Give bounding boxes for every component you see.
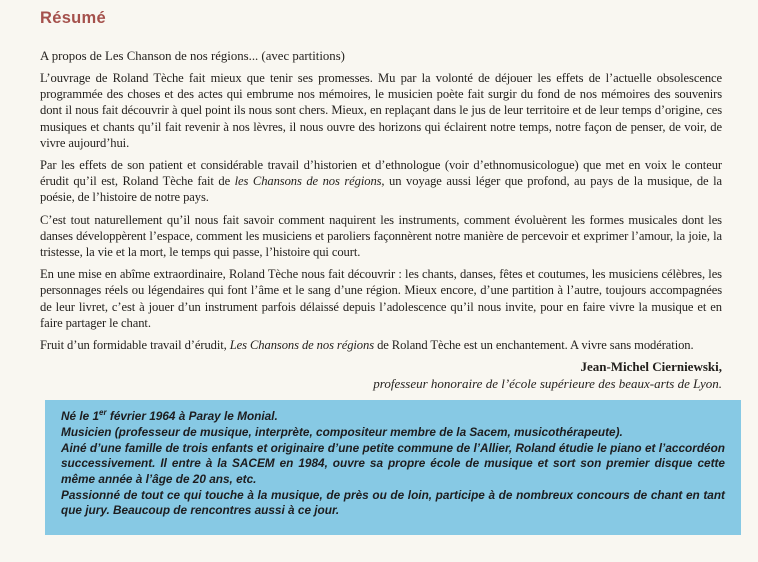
biography-box [45,400,741,535]
body-paragraph-1: L’ouvrage de Roland Tèche fait mieux que tenir ses promesses. Mu par la volonté de déjouer les effets de l’actuelle obsolescence programmée des choses et des actes qui embrume nos mémoires, le musicien poète fait surgir du fond de nos mémoires des souvenirs dont il nous fait découvrir à quel point ils nous sont chers. Mieux, en replaçant dans le jus de leur territoire et de leur temps d’origine, ces musiques et chants qu’il fait revenir à nos lèvres, il nous ouvre des horizons qui éclairent notre temps, notre façon de penser, de voir, de vivre aujourd’hui. [40,71,722,150]
book-title: les Chansons de nos régions, [234,174,385,189]
book-title: Les Chansons de nos régions [229,338,375,353]
body-paragraph-2 [40,157,722,206]
paragraph-text: Fruit d’un formidable travail d’érudit, [40,338,230,353]
body-paragraph-4: En une mise en abîme extraordinaire, Roland Tèche nous fait découvrir : les chants, danses, fêtes et coutumes, les musiciens célèbres, les personnages réels ou légendaires qui font l’âme et le sang d’une région. Mieux encore, d’une partition à l’autre, toujours accompagnées de leur livret, c’est à jouer d’un instrument parfois délaissé depuis l’adolescence qu’il nous invite, pour en faire vivre la musique et en faire partager le chant. [40,267,722,330]
paragraph-text: un voyage aussi léger que profond, au pays de la musique, de la poésie, de l’histoire de notre pays. [40,174,722,205]
bio-text: Né le 1 [61,409,100,424]
body-paragraph-3: C’est tout naturellement qu’il nous fait savoir comment naquirent les instruments, comment évoluèrent les formes musicales dont les danses développèrent l’espace, comment les musiciens et paroliers façonnèrent notre manière de percevoir et exprimer l’amour, la joie, la tristesse, la vie et la mort, le temps qui passe, l’histoire qui court. [40,212,722,260]
bio-text: février 1964 à Paray le Monial. [106,409,278,424]
ordinal-superscript: er [99,408,107,418]
page-title: Résumé [40,9,106,27]
signature-block [40,359,722,392]
bio-line-profession: Musicien (professeur de musique, interprète, compositeur membre de la Sacem, musicothérapeute). [61,424,623,439]
signature-name: Jean-Michel Cierniewski, [580,359,722,375]
paragraph-text: Par les effets de son patient et considérable travail d’historien et d’ethnologue (voir d’ethnomusicologue) que met en voix le conteur érudit qu’il est, Roland Tèche fait de [40,158,722,189]
intro-line: A propos de Les Chanson de nos régions... (avec partitions) [40,49,345,63]
body-paragraph-5 [40,337,722,353]
signature-role: professeur honoraire de l’école supérieure des beaux-arts de Lyon. [373,375,722,391]
bio-line-passion: Passionné de tout ce qui touche à la musique, de près ou de loin, participe à de nombreux concours de chant en tant que jury. Beaucoup de rencontres aussi à ce jour. [61,487,725,518]
bio-line-birth [61,409,725,425]
paragraph-text: de Roland Tèche est un enchantement. A vivre sans modération. [374,338,694,353]
bio-line-career: Ainé d’une famille de trois enfants et originaire d’une petite commune de l’Allier, Roland étudie le piano et l’accordéon successivement. Il entre à la SACEM en 1984, ouvre sa propre école de musique et sort son premier disque cette même année à l’âge de 20 ans, etc. [61,440,725,487]
